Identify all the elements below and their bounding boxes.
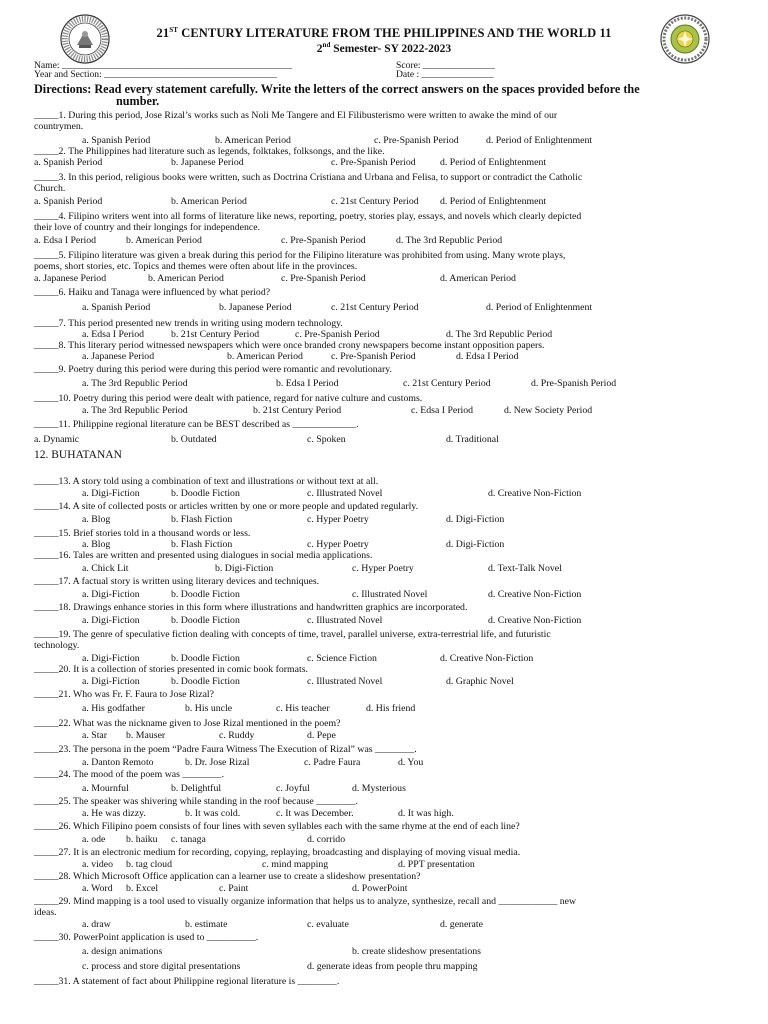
q17-option-d: d. Creative Non-Fiction xyxy=(488,589,582,600)
q6-option-d: d. Period of Enlightenment xyxy=(486,302,593,313)
q19-option-c: c. Science Fiction xyxy=(307,653,377,664)
q13-option-a: a. Digi-Fiction xyxy=(82,488,140,499)
q21-option-d: d. His friend xyxy=(366,703,416,714)
q15-option-d: d. Digi-Fiction xyxy=(446,539,505,550)
question-26: _____26. Which Filipino poem consists of four lines with seven syllables each with the same rhyme at the end of each line? xyxy=(34,821,520,832)
q9-option-d: d. Pre-Spanish Period xyxy=(531,378,617,389)
q9-option-a: a. The 3rd Republic Period xyxy=(82,378,188,389)
q17-option-c: c. Illustrated Novel xyxy=(352,589,428,600)
q28-option-a: a. Word xyxy=(82,883,113,894)
q22-option-a: a. Star xyxy=(82,730,108,741)
question-30: _____30. PowerPoint application is used to __________. xyxy=(34,932,259,943)
q5-option-d: d. American Period xyxy=(440,273,516,284)
q2-option-d: d. Period of Enlightenment xyxy=(440,157,547,168)
q3-option-b: b. American Period xyxy=(171,196,247,207)
q1-option-b: b. American Period xyxy=(215,135,291,146)
q24-option-b: b. Delightful xyxy=(171,783,222,794)
q25-option-d: d. It was high. xyxy=(398,808,454,819)
q9-option-c: c. 21st Century Period xyxy=(403,378,491,389)
q20-option-c: c. Illustrated Novel xyxy=(307,676,383,687)
question-17: _____17. A factual story is written using literary devices and techniques. xyxy=(34,576,320,587)
q7-option-a: a. Edsa I Period xyxy=(82,329,145,340)
q29-option-d: d. generate xyxy=(440,919,483,930)
question-15: _____15. Brief stories told in a thousand words or less. xyxy=(34,528,251,539)
question-21: _____21. Who was Fr. F. Faura to Jose Rizal? xyxy=(34,689,214,700)
q15-option-b: b. Flash Fiction xyxy=(171,539,233,550)
q2-option-c: c. Pre-Spanish Period xyxy=(331,157,416,168)
q3-option-a: a. Spanish Period xyxy=(34,196,103,207)
question-10: _____10. Poetry during this period were dealt with patience, regard for native culture and customs. xyxy=(34,393,423,404)
question-28: _____28. Which Microsoft Office application can a learner use to create a slideshow presentation? xyxy=(34,871,421,882)
q22-option-b: b. Mauser xyxy=(126,730,166,741)
q29-option-c: c. evaluate xyxy=(307,919,349,930)
q6-option-c: c. 21st Century Period xyxy=(331,302,419,313)
q2-option-a: a. Spanish Period xyxy=(34,157,103,168)
q18-option-b: b. Doodle Fiction xyxy=(171,615,240,626)
question-2: _____2. The Philippines had literature such as legends, folktakes, folksongs, and the like. xyxy=(34,146,385,157)
q20-option-a: a. Digi-Fiction xyxy=(82,676,140,687)
question-12: 12. BUHATANAN xyxy=(34,449,122,461)
question-14: _____14. A site of collected posts or articles written by one or more people and updated regularly. xyxy=(34,501,419,512)
question-16: _____16. Tales are written and presented using dialogues in social media applications. xyxy=(34,550,373,561)
q28-option-d: d. PowerPoint xyxy=(352,883,408,894)
q16-option-a: a. Chick Lit xyxy=(82,563,129,574)
q4-option-b: b. American Period xyxy=(126,235,202,246)
q23-option-d: d. You xyxy=(398,757,424,768)
q22-option-c: c. Ruddy xyxy=(219,730,255,741)
q22-option-d: d. Pepe xyxy=(307,730,336,741)
question-19: _____19. The genre of speculative fiction dealing with concepts of time, travel, parallel universe, extra-terrestrial life, and futuristic technology. xyxy=(34,629,551,651)
q18-option-c: c. Illustrated Novel xyxy=(307,615,383,626)
q2-option-b: b. Japanese Period xyxy=(171,157,244,168)
q7-option-c: c. Pre-Spanish Period xyxy=(295,329,380,340)
question-18: _____18. Drawings enhance stories in this form where illustrations and handwritten graphics are incorporated. xyxy=(34,602,468,613)
q24-option-a: a. Mournful xyxy=(82,783,129,794)
q5-option-b: b. American Period xyxy=(148,273,224,284)
question-1: _____1. During this period, Jose Rizal’s works such as Noli Me Tangere and El Filibusterismo were written to awake the mind of our countrymen. xyxy=(34,110,558,132)
question-7: _____7. This period presented new trends in writing using modern technology. xyxy=(34,318,343,329)
q29-option-b: b. estimate xyxy=(185,919,228,930)
question-6: _____6. Haiku and Tanaga were influenced by what period? xyxy=(34,287,271,298)
q21-option-a: a. His godfather xyxy=(82,703,145,714)
q10-option-b: b. 21st Century Period xyxy=(253,405,342,416)
date-field[interactable]: Date : _______________ xyxy=(396,69,494,80)
q9-option-b: b. Edsa I Period xyxy=(276,378,339,389)
score-field[interactable]: Score: _______________ xyxy=(396,60,495,71)
q11-option-a: a. Dynamic xyxy=(34,434,80,445)
q3-option-c: c. 21st Century Period xyxy=(331,196,419,207)
q27-option-b: b. tag cloud xyxy=(126,859,172,870)
q25-option-a: a. He was dizzy. xyxy=(82,808,146,819)
q24-option-d: d. Mysterious xyxy=(352,783,406,794)
q8-option-b: b. American Period xyxy=(227,351,303,362)
q10-option-c: c. Edsa I Period xyxy=(411,405,474,416)
question-13: _____13. A story told using a combination of text and illustrations or without text at all. xyxy=(34,476,379,487)
q6-option-b: b. Japanese Period xyxy=(219,302,292,313)
q30-option-a: a. design animations xyxy=(82,946,163,957)
q14-option-c: c. Hyper Poetry xyxy=(307,514,369,525)
q10-option-d: d. New Society Period xyxy=(504,405,593,416)
q15-option-c: c. Hyper Poetry xyxy=(307,539,369,550)
q8-option-a: a. Japanese Period xyxy=(82,351,155,362)
q4-option-c: c. Pre-Spanish Period xyxy=(281,235,366,246)
q24-option-c: c. Joyful xyxy=(276,783,310,794)
q21-option-c: c. His teacher xyxy=(276,703,330,714)
q27-option-d: d. PPT presentation xyxy=(398,859,475,870)
q6-option-a: a. Spanish Period xyxy=(82,302,151,313)
q4-option-d: d. The 3rd Republic Period xyxy=(396,235,503,246)
q15-option-a: a. Blog xyxy=(82,539,111,550)
q18-option-a: a. Digi-Fiction xyxy=(82,615,140,626)
q11-option-b: b. Outdated xyxy=(171,434,217,445)
q11-option-c: c. Spoken xyxy=(307,434,346,445)
q19-option-d: d. Creative Non-Fiction xyxy=(440,653,534,664)
q14-option-d: d. Digi-Fiction xyxy=(446,514,505,525)
page-title: 21ST CENTURY LITERATURE FROM THE PHILIPPINES AND THE WORLD 11 xyxy=(156,26,612,41)
q23-option-b: b. Dr. Jose Rizal xyxy=(185,757,250,768)
question-11: _____11. Philippine regional literature can be BEST described as _____________. xyxy=(34,419,359,430)
q20-option-d: d. Graphic Novel xyxy=(446,676,514,687)
q1-option-a: a. Spanish Period xyxy=(82,135,151,146)
q23-option-c: c. Padre Faura xyxy=(304,757,361,768)
question-29: _____29. Mind mapping is a tool used to visually organize information that helps us to analyze, synthesize, recall and ____________ new ideas. xyxy=(34,896,577,918)
q25-option-c: c. It was December. xyxy=(276,808,354,819)
q26-option-c: c. tanaga xyxy=(171,834,206,845)
q17-option-a: a. Digi-Fiction xyxy=(82,589,140,600)
q30-option-d: d. generate ideas from people thru mapping xyxy=(307,961,478,972)
q16-option-d: d. Text-Talk Novel xyxy=(488,563,562,574)
q14-option-b: b. Flash Fiction xyxy=(171,514,233,525)
q26-option-b: b. haiku xyxy=(126,834,158,845)
q26-option-a: a. ode xyxy=(82,834,106,845)
question-27: _____27. It is an electronic medium for recording, copying, replaying, broadcasting and displaying of moving visual media. xyxy=(34,847,521,858)
q10-option-a: a. The 3rd Republic Period xyxy=(82,405,188,416)
q4-option-a: a. Edsa I Period xyxy=(34,235,97,246)
q13-option-d: d. Creative Non-Fiction xyxy=(488,488,582,499)
question-5: _____5. Filipino literature was given a break during this period for the Filipino literature was prohibited from using. Many wrote plays, poems, short stories, etc. Topics and themes were often about life in the provinces. xyxy=(34,250,566,272)
q30-option-c: c. process and store digital presentations xyxy=(82,961,241,972)
q8-option-c: c. Pre-Spanish Period xyxy=(331,351,416,362)
question-31: _____31. A statement of fact about Philippine regional literature is ________. xyxy=(34,976,340,987)
q3-option-d: d. Period of Enlightenment xyxy=(440,196,547,207)
question-4: _____4. Filipino writers went into all forms of literature like news, reporting, poetry, stories play, essays, and novels which clearly depicted their love of country and their longings for independence. xyxy=(34,211,582,233)
q19-option-b: b. Doodle Fiction xyxy=(171,653,240,664)
q18-option-d: d. Creative Non-Fiction xyxy=(488,615,582,626)
q27-option-c: c. mind mapping xyxy=(262,859,329,870)
q14-option-a: a. Blog xyxy=(82,514,111,525)
q11-option-d: d. Traditional xyxy=(446,434,499,445)
q7-option-b: b. 21st Century Period xyxy=(171,329,260,340)
q30-option-b: b. create slideshow presentations xyxy=(352,946,481,957)
q28-option-c: c. Paint xyxy=(219,883,249,894)
q17-option-b: b. Doodle Fiction xyxy=(171,589,240,600)
question-8: _____8. This literary period witnessed newspapers which were once branded crony newspapers become instant opposition papers. xyxy=(34,340,545,351)
q5-option-a: a. Japanese Period xyxy=(34,273,107,284)
question-23: _____23. The persona in the poem “Padre Faura Witness The Execution of Rizal” was ________. xyxy=(34,744,417,755)
q25-option-b: b. It was cold. xyxy=(185,808,241,819)
q1-option-c: c. Pre-Spanish Period xyxy=(374,135,459,146)
q28-option-b: b. Excel xyxy=(126,883,159,894)
q27-option-a: a. video xyxy=(82,859,114,870)
q13-option-c: c. Illustrated Novel xyxy=(307,488,383,499)
q16-option-b: b. Digi-Fiction xyxy=(215,563,274,574)
question-20: _____20. It is a collection of stories presented in comic book formats. xyxy=(34,664,308,675)
semester-subtitle: 2nd Semester- SY 2022-2023 xyxy=(316,41,452,55)
question-9: _____9. Poetry during this period were during this period were romantic and revolutionary. xyxy=(34,364,392,375)
q16-option-c: c. Hyper Poetry xyxy=(352,563,414,574)
q23-option-a: a. Danton Remoto xyxy=(82,757,154,768)
question-22: _____22. What was the nickname given to Jose Rizal mentioned in the poem? xyxy=(34,718,341,729)
q21-option-b: b. His uncle xyxy=(185,703,233,714)
question-3: _____3. In this period, religious books were written, such as Doctrina Cristiana and Urbana and Felisa, to support or contradict the Catholic Church. xyxy=(34,172,583,194)
q19-option-a: a. Digi-Fiction xyxy=(82,653,140,664)
directions: Directions: Read every statement carefully. Write the letters of the correct answers on the spaces provided before the number. xyxy=(34,82,640,108)
question-24: _____24. The mood of the poem was ________. xyxy=(34,769,225,780)
q7-option-d: d. The 3rd Republic Period xyxy=(446,329,553,340)
q26-option-d: d. corrido xyxy=(307,834,346,845)
name-field[interactable]: Name: ________________________________________________ xyxy=(34,60,293,71)
q29-option-a: a. draw xyxy=(82,919,111,930)
q1-option-d: d. Period of Enlightenment xyxy=(486,135,593,146)
q13-option-b: b. Doodle Fiction xyxy=(171,488,240,499)
q20-option-b: b. Doodle Fiction xyxy=(171,676,240,687)
q5-option-c: c. Pre-Spanish Period xyxy=(281,273,366,284)
year-section-field[interactable]: Year and Section: ____________________________________ xyxy=(34,69,277,80)
question-25: _____25. The speaker was shivering while standing in the roof because ________. xyxy=(34,796,358,807)
q8-option-d: d. Edsa I Period xyxy=(456,351,519,362)
